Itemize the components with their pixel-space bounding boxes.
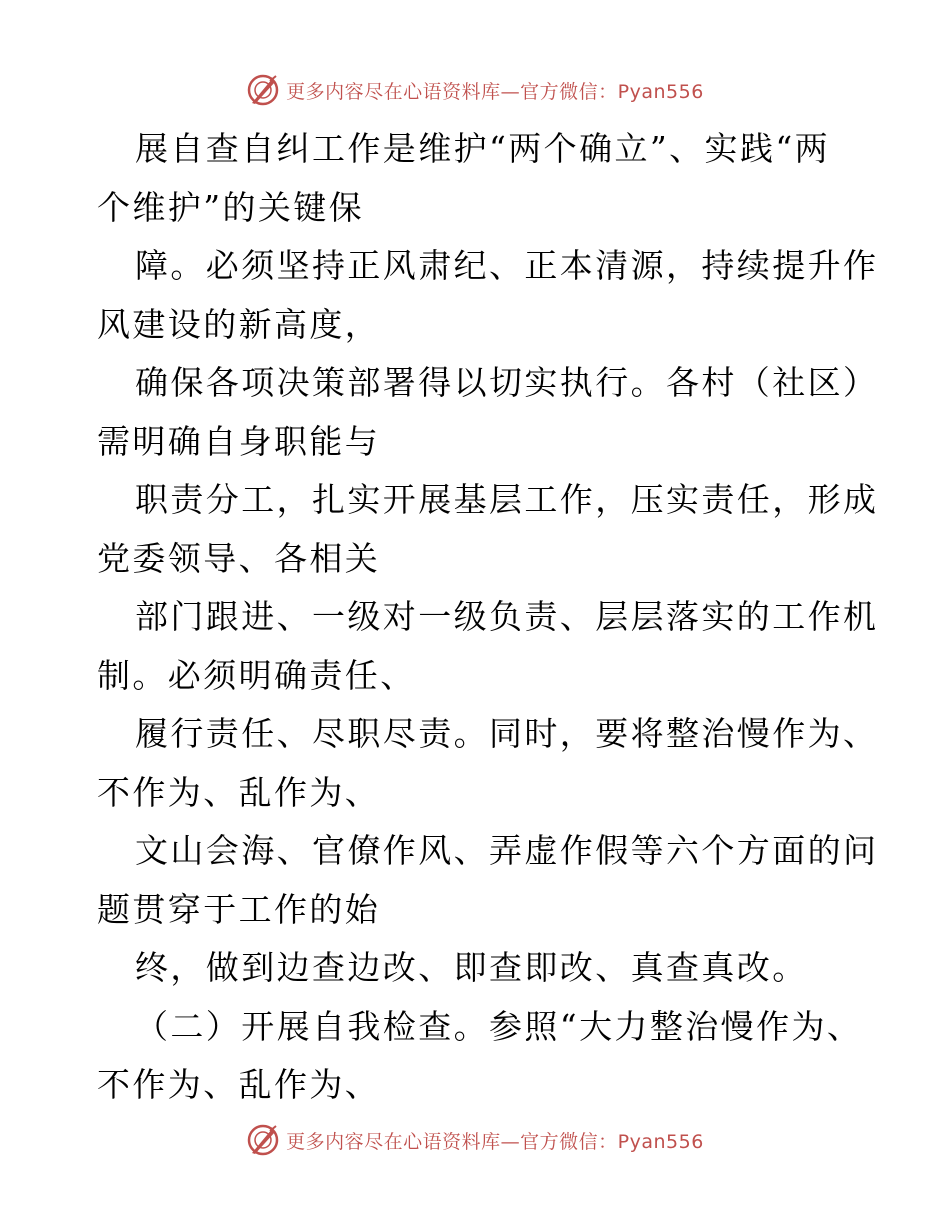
text-line: 需明确自身职能与 [97,421,381,461]
pen-logo-icon [246,73,280,107]
header-banner [0,70,950,110]
text-line: 展自查自纠工作是维护“两个确立”、实践“两 [135,129,831,168]
header-text [286,77,704,104]
text-line: 文山会海、官僚作风、弄虚作假等六个方面的问 [135,831,879,870]
text-line: 履行责任、尽职尽责。同时，要将整治慢作为、 [135,714,879,753]
text-line: 题贯穿于工作的始 [97,889,381,929]
header-label: 更多内容尽在心语资料库—官方微信： [286,80,618,103]
document-body [97,120,879,1115]
footer-wechat-id: Pyan556 [617,1130,704,1153]
text-line: 不作为、乱作为、 [97,772,381,812]
text-line: 部门跟进、一级对一级负责、层层落实的工作机 [135,597,879,636]
footer-label: 更多内容尽在心语资料库—官方微信： [286,1130,618,1153]
footer-text [286,1127,704,1154]
text-line: 风建设的新高度， [97,304,381,344]
text-line: 确保各项决策部署得以切实执行。各村（社区） [135,363,879,402]
text-line: 终，做到边查边改、即查即改、真查真改。 [135,948,808,987]
text-line: （二）开展自我检查。参照“大力整治慢作为、 [135,1006,863,1046]
text-line: 党委领导、各相关 [97,538,381,578]
header-wechat-id: Pyan556 [617,80,704,103]
footer-banner [0,1120,950,1160]
pen-logo-icon [246,1123,280,1157]
text-line: 不作为、乱作为、 [97,1065,381,1104]
text-line: 障。必须坚持正风肃纪、正本清源，持续提升作 [135,246,879,285]
text-line: 职责分工，扎实开展基层工作，压实责任，形成 [135,480,879,519]
text-line: 制。必须明确责任、 [97,655,416,695]
text-line: 个维护”的关键保 [97,187,365,227]
